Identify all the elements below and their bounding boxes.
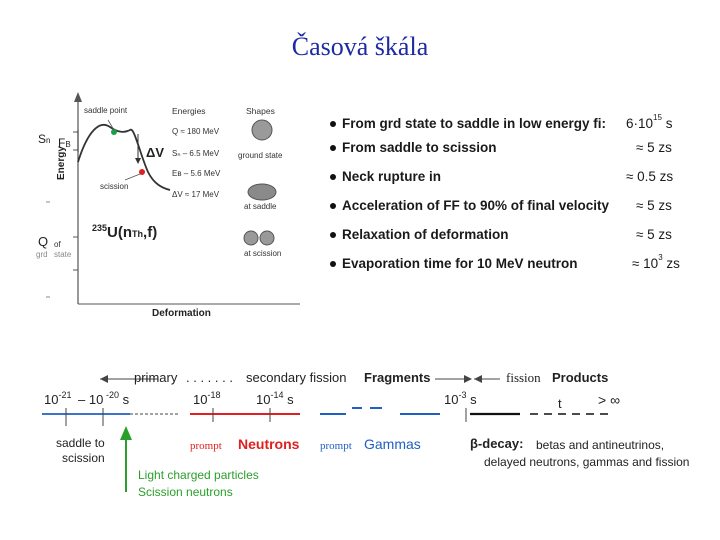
- bullet-value: $6\cdot 10^{15}$ s: [626, 113, 673, 131]
- sn-label: Sn: [38, 132, 51, 146]
- time-1e-3: $10^{-3}$ s: [444, 390, 477, 407]
- t-variable: t: [558, 396, 562, 411]
- primary-label: primary: [134, 370, 178, 385]
- bullet-item: From saddle to scission: [330, 140, 497, 155]
- shapes-header: Shapes: [246, 106, 275, 116]
- gammas-label: Gammas: [364, 436, 421, 452]
- shape-at-scission: at scission: [244, 249, 282, 258]
- scission-timeline-label: scission: [62, 451, 105, 465]
- energy-eb: Eʙ – 5.6 MeV: [172, 169, 221, 178]
- saddle-shape: [248, 184, 276, 200]
- q-label: Q: [38, 234, 49, 249]
- prompt-neutrons-prefix: prompt: [190, 440, 222, 452]
- fission-label: fission: [506, 370, 541, 385]
- scission-neutrons-label: Scission neutrons: [138, 485, 233, 499]
- beta-decay-label: β-decay:: [470, 436, 524, 451]
- bullet-item: Evaporation time for 10 MeV neutron: [330, 256, 578, 271]
- beta-line2-label: delayed neutrons, gammas and fission: [484, 455, 690, 469]
- deformation-axis-label: Deformation: [152, 308, 211, 319]
- bullet-value: ≈ 0.5 zs: [626, 169, 674, 184]
- time-1e-21: $10^{-21}$: [44, 390, 72, 407]
- q-of-label: of: [54, 240, 61, 249]
- q-grd-label: grd: [36, 250, 48, 259]
- saddle-to-label: saddle to: [56, 436, 105, 450]
- timeline-graphics: [0, 360, 720, 500]
- time-1e-20: $^{-20}$ s: [106, 390, 130, 407]
- bullet-item: From grd state to saddle in low energy fi:: [330, 116, 606, 131]
- prompt-gammas-prefix: prompt: [320, 440, 352, 452]
- products-label: Products: [552, 370, 609, 385]
- page-title: Časová škála: [291, 32, 429, 61]
- ground-state-shape: [252, 120, 272, 140]
- scission-shape-right: [260, 231, 274, 245]
- bullet-value: ≈ $10^3$ zs: [632, 253, 680, 271]
- light-charged-particles-label: Light charged particles: [138, 468, 259, 482]
- bullet-item: Acceleration of FF to 90% of final velocity: [330, 198, 609, 213]
- energy-dv: ΔV ≈ 17 MeV: [172, 190, 220, 199]
- time-1e-14: $10^{-14}$ s: [256, 390, 294, 407]
- beta-rest-label: betas and antineutrinos,: [536, 438, 665, 452]
- bullet-value: ≈ 5 zs: [636, 227, 672, 242]
- secondary-fission-label: secondary fission: [246, 370, 347, 385]
- time-1e-18: $10^{-18}$: [193, 390, 221, 407]
- fragments-label: Fragments: [364, 370, 431, 385]
- scission-label: scission: [100, 182, 129, 191]
- q-state-label: state: [54, 250, 72, 259]
- fb-label: FB: [58, 136, 71, 150]
- dash-10: – 10: [78, 392, 104, 407]
- bullet-value: ≈ 5 zs: [636, 140, 672, 155]
- shape-ground-state: ground state: [238, 151, 283, 160]
- energy-q: Q ≈ 180 MeV: [172, 127, 220, 136]
- scission-shape-left: [244, 231, 258, 245]
- bullet-item: Neck rupture in: [330, 169, 441, 184]
- delta-v-label: ΔV: [146, 145, 165, 160]
- greater-infinity: > ∞: [598, 392, 621, 408]
- neutrons-label: Neutrons: [238, 436, 300, 452]
- shape-at-saddle: at saddle: [244, 202, 277, 211]
- energies-header: Energies: [172, 106, 206, 116]
- energy-axis-label: Energy: [56, 146, 67, 180]
- bullet-item: Relaxation of deformation: [330, 227, 509, 242]
- dots-label: . . . . . . .: [186, 370, 233, 385]
- bullet-value: ≈ 5 zs: [636, 198, 672, 213]
- reaction-label: $^{235}$U(nTh,f): [92, 223, 158, 241]
- energy-sn: Sₙ – 6.5 MeV: [172, 149, 220, 158]
- saddle-point-label: saddle point: [84, 106, 128, 115]
